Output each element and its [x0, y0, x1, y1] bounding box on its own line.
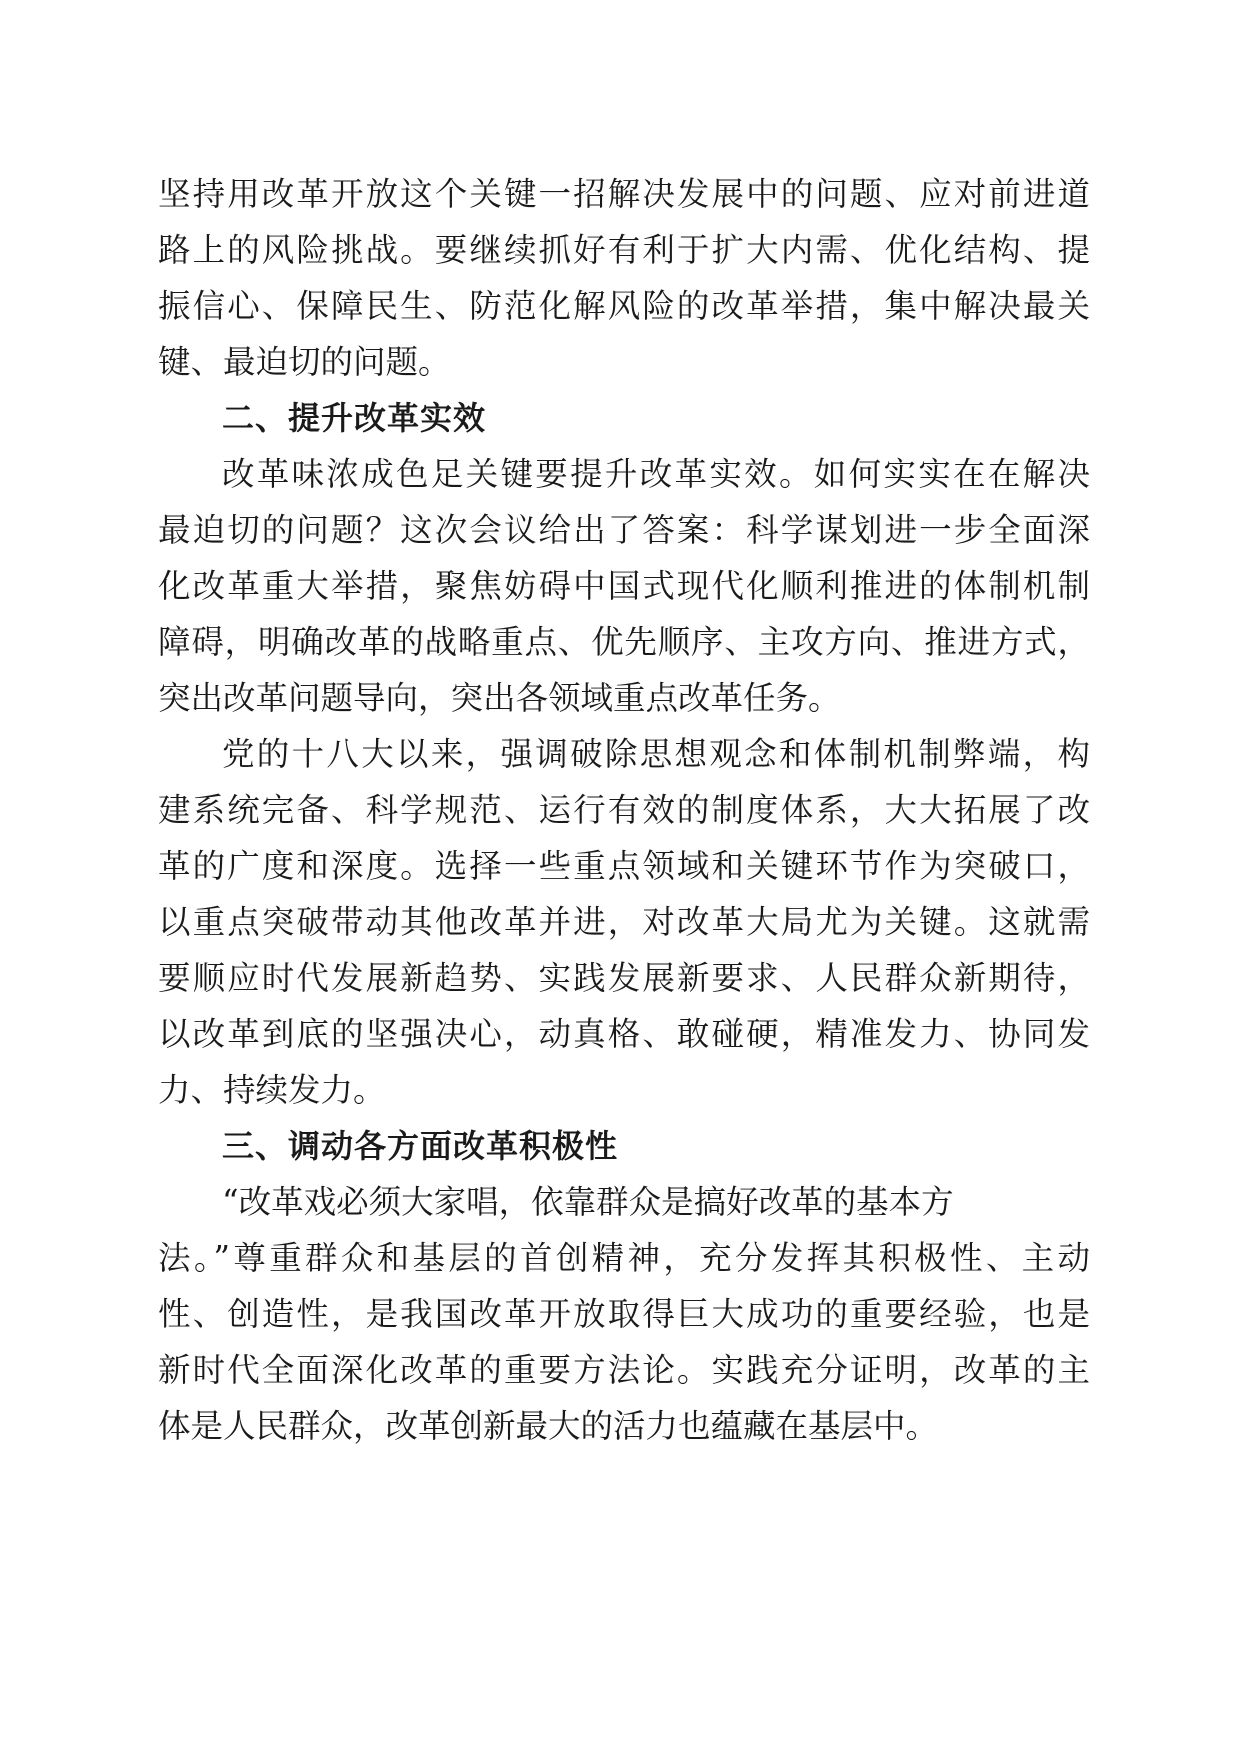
paragraph-1-line-2: 路上的风险挑战。要继续抓好有利于扩大内需、优化结构、提: [158, 231, 1090, 269]
paragraph-3-line-2: 建系统完备、科学规范、运行有效的制度体系，大大拓展了改: [158, 791, 1090, 829]
paragraph-3-line-6: 以改革到底的坚强决心，动真格、敢碰硬，精准发力、协同发: [158, 1015, 1090, 1053]
section-heading-2: 二、提升改革实效: [222, 399, 487, 437]
paragraph-1-line-4: 键、最迫切的问题。: [158, 343, 451, 381]
paragraph-4-line-1: “改革戏必须大家唱，依靠群众是搞好改革的基本方: [222, 1183, 954, 1221]
paragraph-3-line-3: 革的广度和深度。选择一些重点领域和关键环节作为突破口，: [158, 847, 1090, 885]
paragraph-4-line-4: 新时代全面深化改革的重要方法论。实践充分证明，改革的主: [158, 1351, 1090, 1389]
section-heading-3: 三、调动各方面改革积极性: [222, 1127, 619, 1165]
paragraph-3-line-4: 以重点突破带动其他改革并进，对改革大局尤为关键。这就需: [158, 903, 1090, 941]
paragraph-2-line-4: 障碍，明确改革的战略重点、优先顺序、主攻方向、推进方式，: [158, 623, 1090, 661]
paragraph-1-line-1: 坚持用改革开放这个关键一招解决发展中的问题、应对前进道: [158, 175, 1090, 213]
paragraph-2-line-5: 突出改革问题导向，突出各领域重点改革任务。: [158, 679, 841, 717]
paragraph-3-line-1: 党的十八大以来，强调破除思想观念和体制机制弊端，构: [222, 735, 1090, 773]
paragraph-4-line-2: 法。”尊重群众和基层的首创精神，充分发挥其积极性、主动: [158, 1239, 1090, 1277]
paragraph-4-line-3: 性、创造性，是我国改革开放取得巨大成功的重要经验，也是: [158, 1295, 1090, 1333]
paragraph-2-line-1: 改革味浓成色足关键要提升改革实效。如何实实在在解决: [222, 455, 1090, 493]
paragraph-4-line-5: 体是人民群众，改革创新最大的活力也蕴藏在基层中。: [158, 1407, 939, 1445]
paragraph-2-line-2: 最迫切的问题？这次会议给出了答案：科学谋划进一步全面深: [158, 511, 1090, 549]
paragraph-3-line-5: 要顺应时代发展新趋势、实践发展新要求、人民群众新期待，: [158, 959, 1090, 997]
paragraph-1-line-3: 振信心、保障民生、防范化解风险的改革举措，集中解决最关: [158, 287, 1090, 325]
paragraph-2-line-3: 化改革重大举措，聚焦妨碍中国式现代化顺利推进的体制机制: [158, 567, 1090, 605]
paragraph-3-line-7: 力、持续发力。: [158, 1071, 386, 1109]
